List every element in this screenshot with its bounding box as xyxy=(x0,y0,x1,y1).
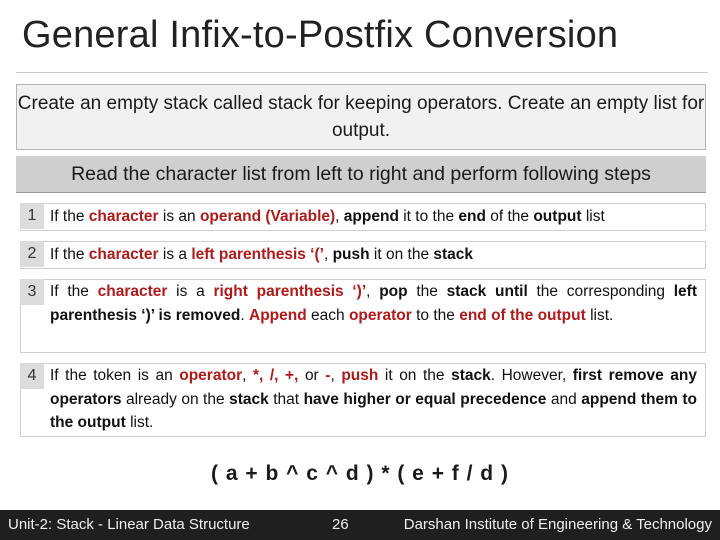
step-text-fragment: stack xyxy=(229,390,269,408)
step-text-fragment: , xyxy=(335,208,344,225)
step-text-fragment: character xyxy=(97,283,168,300)
step-text-fragment: end xyxy=(458,208,486,225)
step-2 xyxy=(20,241,706,269)
step-text-fragment: stack xyxy=(446,283,487,300)
step-text-fragment: right parenthesis ‘)’ xyxy=(213,283,367,300)
step-text-fragment: If the xyxy=(50,208,89,225)
read-instruction-box: Read the character list from left to right and perform following steps xyxy=(16,156,706,193)
step-text-fragment: is a xyxy=(158,246,192,263)
step-text-fragment: operator xyxy=(179,367,243,384)
step-text-fragment: is a xyxy=(167,283,214,300)
step-text-fragment: have higher or equal precedence xyxy=(303,390,547,408)
step-text-fragment: the corresponding xyxy=(527,283,674,300)
step-text-fragment: If the token is an xyxy=(50,367,180,384)
step-4 xyxy=(20,363,706,437)
step-text-fragment: append them to the output xyxy=(50,390,697,431)
step-text-fragment: left parenthesis ‘)’ is removed xyxy=(50,283,697,324)
step-text-fragment: . xyxy=(240,306,250,324)
step-text-fragment: push xyxy=(332,246,370,263)
step-text-fragment: operand (Variable) xyxy=(199,208,336,225)
step-text-fragment: left parenthesis ‘(’ xyxy=(191,246,324,263)
step-text-fragment: pop xyxy=(379,283,408,300)
slide-title: General Infix-to-Postfix Conversion xyxy=(22,14,619,56)
step-text-fragment: operator xyxy=(348,306,412,324)
step-text-fragment: it on the xyxy=(378,367,452,384)
step-text-fragment: stack xyxy=(451,367,491,384)
step-text-fragment: , xyxy=(323,246,333,263)
step-text-fragment: *, /, +, xyxy=(252,367,299,384)
step-number: 4 xyxy=(20,363,44,389)
step-text-fragment: already on the xyxy=(121,390,230,408)
step-text-fragment: of the xyxy=(485,208,534,225)
step-text xyxy=(50,204,705,229)
step-text-fragment: list xyxy=(581,208,605,225)
step-text-fragment: . However, xyxy=(490,367,573,384)
step-text-fragment: and xyxy=(546,390,582,408)
footer-unit-label: Unit-2: Stack - Linear Data Structure xyxy=(8,516,250,533)
step-text-fragment: , xyxy=(242,367,253,384)
step-text-fragment: each xyxy=(306,306,349,324)
step-text-fragment: that xyxy=(268,390,304,408)
step-text-fragment: append xyxy=(343,208,399,225)
step-text-fragment: or xyxy=(298,367,326,384)
step-text-fragment: to the xyxy=(411,306,460,324)
step-text xyxy=(50,242,705,267)
intro-box: Create an empty stack called stack for keeping operators. Create an empty list for output. xyxy=(16,84,706,150)
step-text-fragment: - xyxy=(325,367,331,384)
step-text-fragment: If the xyxy=(50,246,89,263)
step-text-fragment: push xyxy=(341,367,379,384)
step-text-fragment: stack xyxy=(433,246,474,263)
step-text-fragment: list. xyxy=(125,414,154,431)
step-text-fragment: , xyxy=(330,367,342,384)
step-text-fragment: until xyxy=(495,283,528,300)
step-number: 3 xyxy=(20,279,44,305)
step-text xyxy=(50,364,705,435)
step-3 xyxy=(20,279,706,353)
step-text-fragment: list. xyxy=(585,306,614,324)
step-text-fragment: output xyxy=(533,208,582,225)
step-text-fragment: end of the output xyxy=(459,306,586,324)
title-divider xyxy=(16,72,708,73)
step-number: 2 xyxy=(20,241,44,267)
step-text-fragment: it to the xyxy=(398,208,459,225)
step-text-fragment: the xyxy=(407,283,447,300)
step-text-fragment: is an xyxy=(158,208,200,225)
step-text-fragment: Append xyxy=(249,306,307,324)
step-text-fragment: character xyxy=(88,246,159,263)
step-text-fragment: , xyxy=(366,283,380,300)
step-1 xyxy=(20,203,706,231)
example-expression: ( a + b ^ c ^ d ) * ( e + f / d ) xyxy=(211,462,509,485)
step-text-fragment: character xyxy=(88,208,159,225)
step-text-fragment: first remove any operators xyxy=(50,367,697,408)
step-text-fragment xyxy=(486,283,495,300)
step-text xyxy=(50,280,705,327)
step-number: 1 xyxy=(20,203,44,229)
step-text-fragment: it on the xyxy=(369,246,434,263)
step-text-fragment: If the xyxy=(50,283,98,300)
page-number: 26 xyxy=(332,516,349,533)
footer-bar xyxy=(0,510,720,540)
footer-institute: Darshan Institute of Engineering & Technology xyxy=(403,516,712,533)
